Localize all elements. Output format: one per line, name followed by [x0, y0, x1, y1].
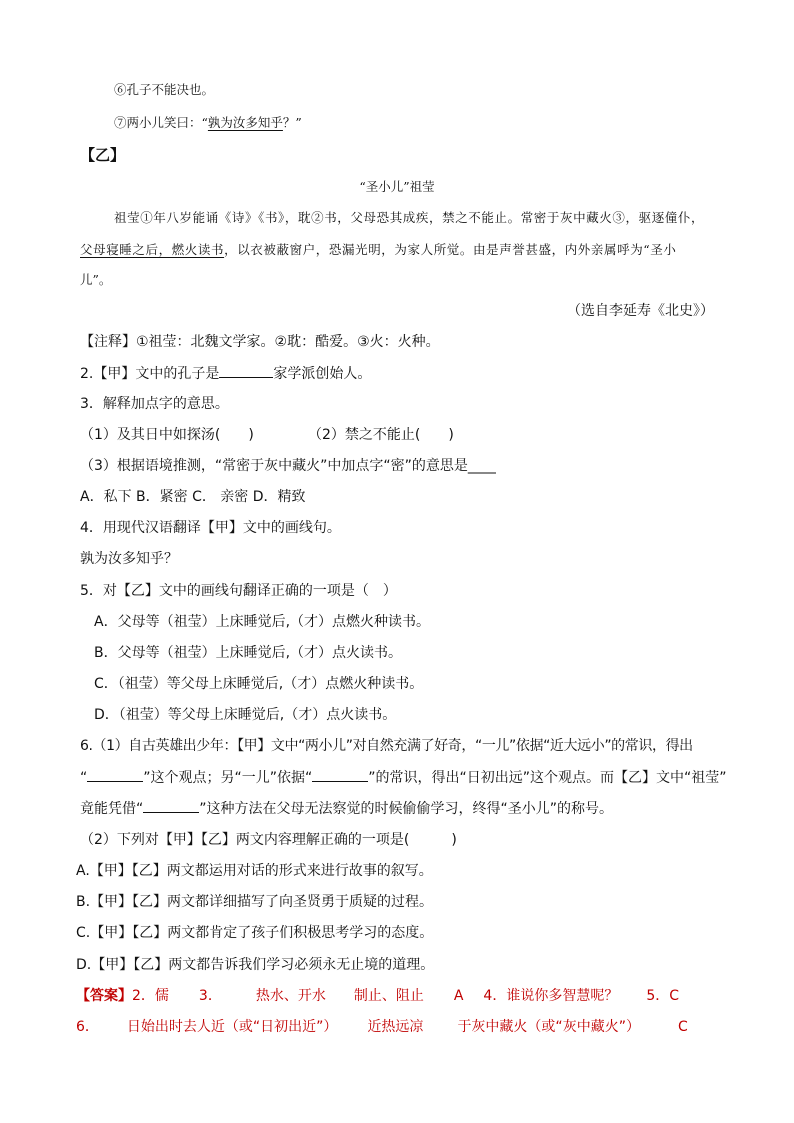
answer-3-label: 3．: [198, 988, 222, 1004]
answer-line1: [76, 986, 679, 1006]
answer-6-3: 于灰中藏火（或“灰中藏火”）: [457, 1019, 640, 1035]
q5-option-c: C．（祖莹）等父母上床睡觉后,（才）点燃火种读书。: [94, 676, 424, 692]
passage-b-paragraph-line1: 祖莹①年八岁能诵《诗》《书》，耽②书，父母恐其成疾，禁之不能止。常密于灰中藏火③，驱逐僮仆，: [114, 210, 705, 225]
answer-6-1: 日始出时去人近（或“日初出近”）: [126, 1019, 338, 1035]
q6-l2-c: ”的常识，得出“日初出远”这个观点。而【乙】文中“祖莹”: [368, 770, 727, 786]
answer-3-1: 热水、开水: [255, 988, 326, 1004]
question-6-line2: [80, 767, 727, 788]
passage-b-underlined-sentence: 父母寝睡之后，燃火读书: [80, 242, 225, 257]
question-2: [80, 363, 371, 384]
passage-a-line7: [114, 113, 302, 133]
passage-a-line6: ⑥孔子不能决也。: [114, 82, 215, 97]
answer-line2: [76, 1017, 688, 1037]
q6-l2-a: “: [80, 770, 88, 786]
q6-blank-1: [87, 767, 143, 782]
q6-l3-b: ”这种方法在父母无法察觉的时候偷偷学习，终得“圣小儿”的称号。: [199, 801, 614, 817]
q6-l2-b: ”这个观点；另“一儿”依据“: [143, 770, 313, 786]
answer-6-label: 6．: [76, 1019, 99, 1035]
question-4-sentence: 孰为汝多知乎？: [80, 551, 178, 567]
answer-3-2: 制止、阻止: [353, 988, 424, 1004]
q6-option-a: A.【甲】【乙】两文都运用对话的形式来进行故事的叙写。: [76, 863, 433, 879]
q5-option-a: A．父母等（祖莹）上床睡觉后,（才）点燃火种读书。: [94, 614, 431, 630]
question-3-options: A．私下 B．紧密 C． 亲密 D．精致: [80, 489, 306, 505]
question-3-1: （1）及其日中如探汤( ): [80, 427, 254, 443]
q2-text-b: 家学派创始人。: [273, 366, 372, 382]
question-6-2: （2）下列对【甲】【乙】两文内容理解正确的一项是( ): [80, 832, 457, 848]
answer-3-3: A: [453, 988, 464, 1004]
passage-b-label: 【乙】: [80, 146, 126, 164]
question-3: 3．解释加点字的意思。: [80, 396, 229, 412]
q6-blank-2: [312, 767, 368, 782]
passage-b-source: （选自李延寿《北史》）: [567, 303, 714, 319]
q5-option-d: D．（祖莹）等父母上床睡觉后,（才）点火读书。: [94, 707, 397, 723]
answer-6-4: C: [677, 1019, 688, 1035]
line7-underlined-sentence: 孰为汝多知乎: [207, 115, 283, 130]
q2-text-a: 2.【甲】文中的孔子是: [80, 366, 220, 382]
answer-5: 5．C: [646, 988, 680, 1004]
answer-4: 4．谁说你多智慧呢？: [483, 988, 619, 1004]
q6-blank-3: [143, 798, 199, 813]
q6-option-b: B.【甲】【乙】两文都详细描写了向圣贤勇于质疑的过程。: [76, 894, 434, 910]
question-3-2: （2）禁之不能止( ): [308, 427, 454, 443]
passage-b-paragraph-line3: 儿”。: [80, 272, 112, 287]
question-4: 4．用现代汉语翻译【甲】文中的画线句。: [80, 520, 341, 536]
q6-option-d: D.【甲】【乙】两文都告诉我们学习必须永无止境的道理。: [76, 957, 435, 973]
answer-label: 【答案】: [76, 988, 132, 1004]
question-6-line1: 6.（1）自古英雄出少年：【甲】文中“两小儿”对自然充满了好奇，“一儿”依据“近大远小”的常识，得出: [80, 738, 693, 754]
answer-6-2: 近热远凉: [367, 1019, 424, 1035]
question-3-3: （3）根据语境推测，“常密于灰中藏火”中加点字“密”的意思是____: [80, 458, 496, 474]
passage-b-line2-rest: ，以衣被蔽窗户，恐漏光明，为家人所觉。由是声誉甚盛，内外亲属呼为“圣小: [224, 242, 677, 257]
notes: 【注释】①祖莹：北魏文学家。②耽：酷爱。③火：火种。: [80, 334, 440, 350]
question-5: 5．对【乙】文中的画线句翻译正确的一项是（ ）: [80, 583, 397, 599]
line7-prefix: ⑦两小儿笑曰：“: [114, 115, 208, 130]
q2-blank: [219, 363, 273, 378]
q5-option-b: B．父母等（祖莹）上床睡觉后,（才）点火读书。: [94, 645, 403, 661]
passage-b-paragraph-line2: [80, 240, 677, 260]
line7-suffix: ？”: [282, 115, 302, 130]
passage-b-title: “圣小儿”祖莹: [359, 179, 435, 194]
answer-2: 2．儒: [132, 988, 169, 1004]
q6-option-c: C.【甲】【乙】两文都肯定了孩子们积极思考学习的态度。: [76, 925, 434, 941]
q6-l3-a: 竟能凭借“: [80, 801, 144, 817]
question-6-line3: [80, 798, 613, 819]
